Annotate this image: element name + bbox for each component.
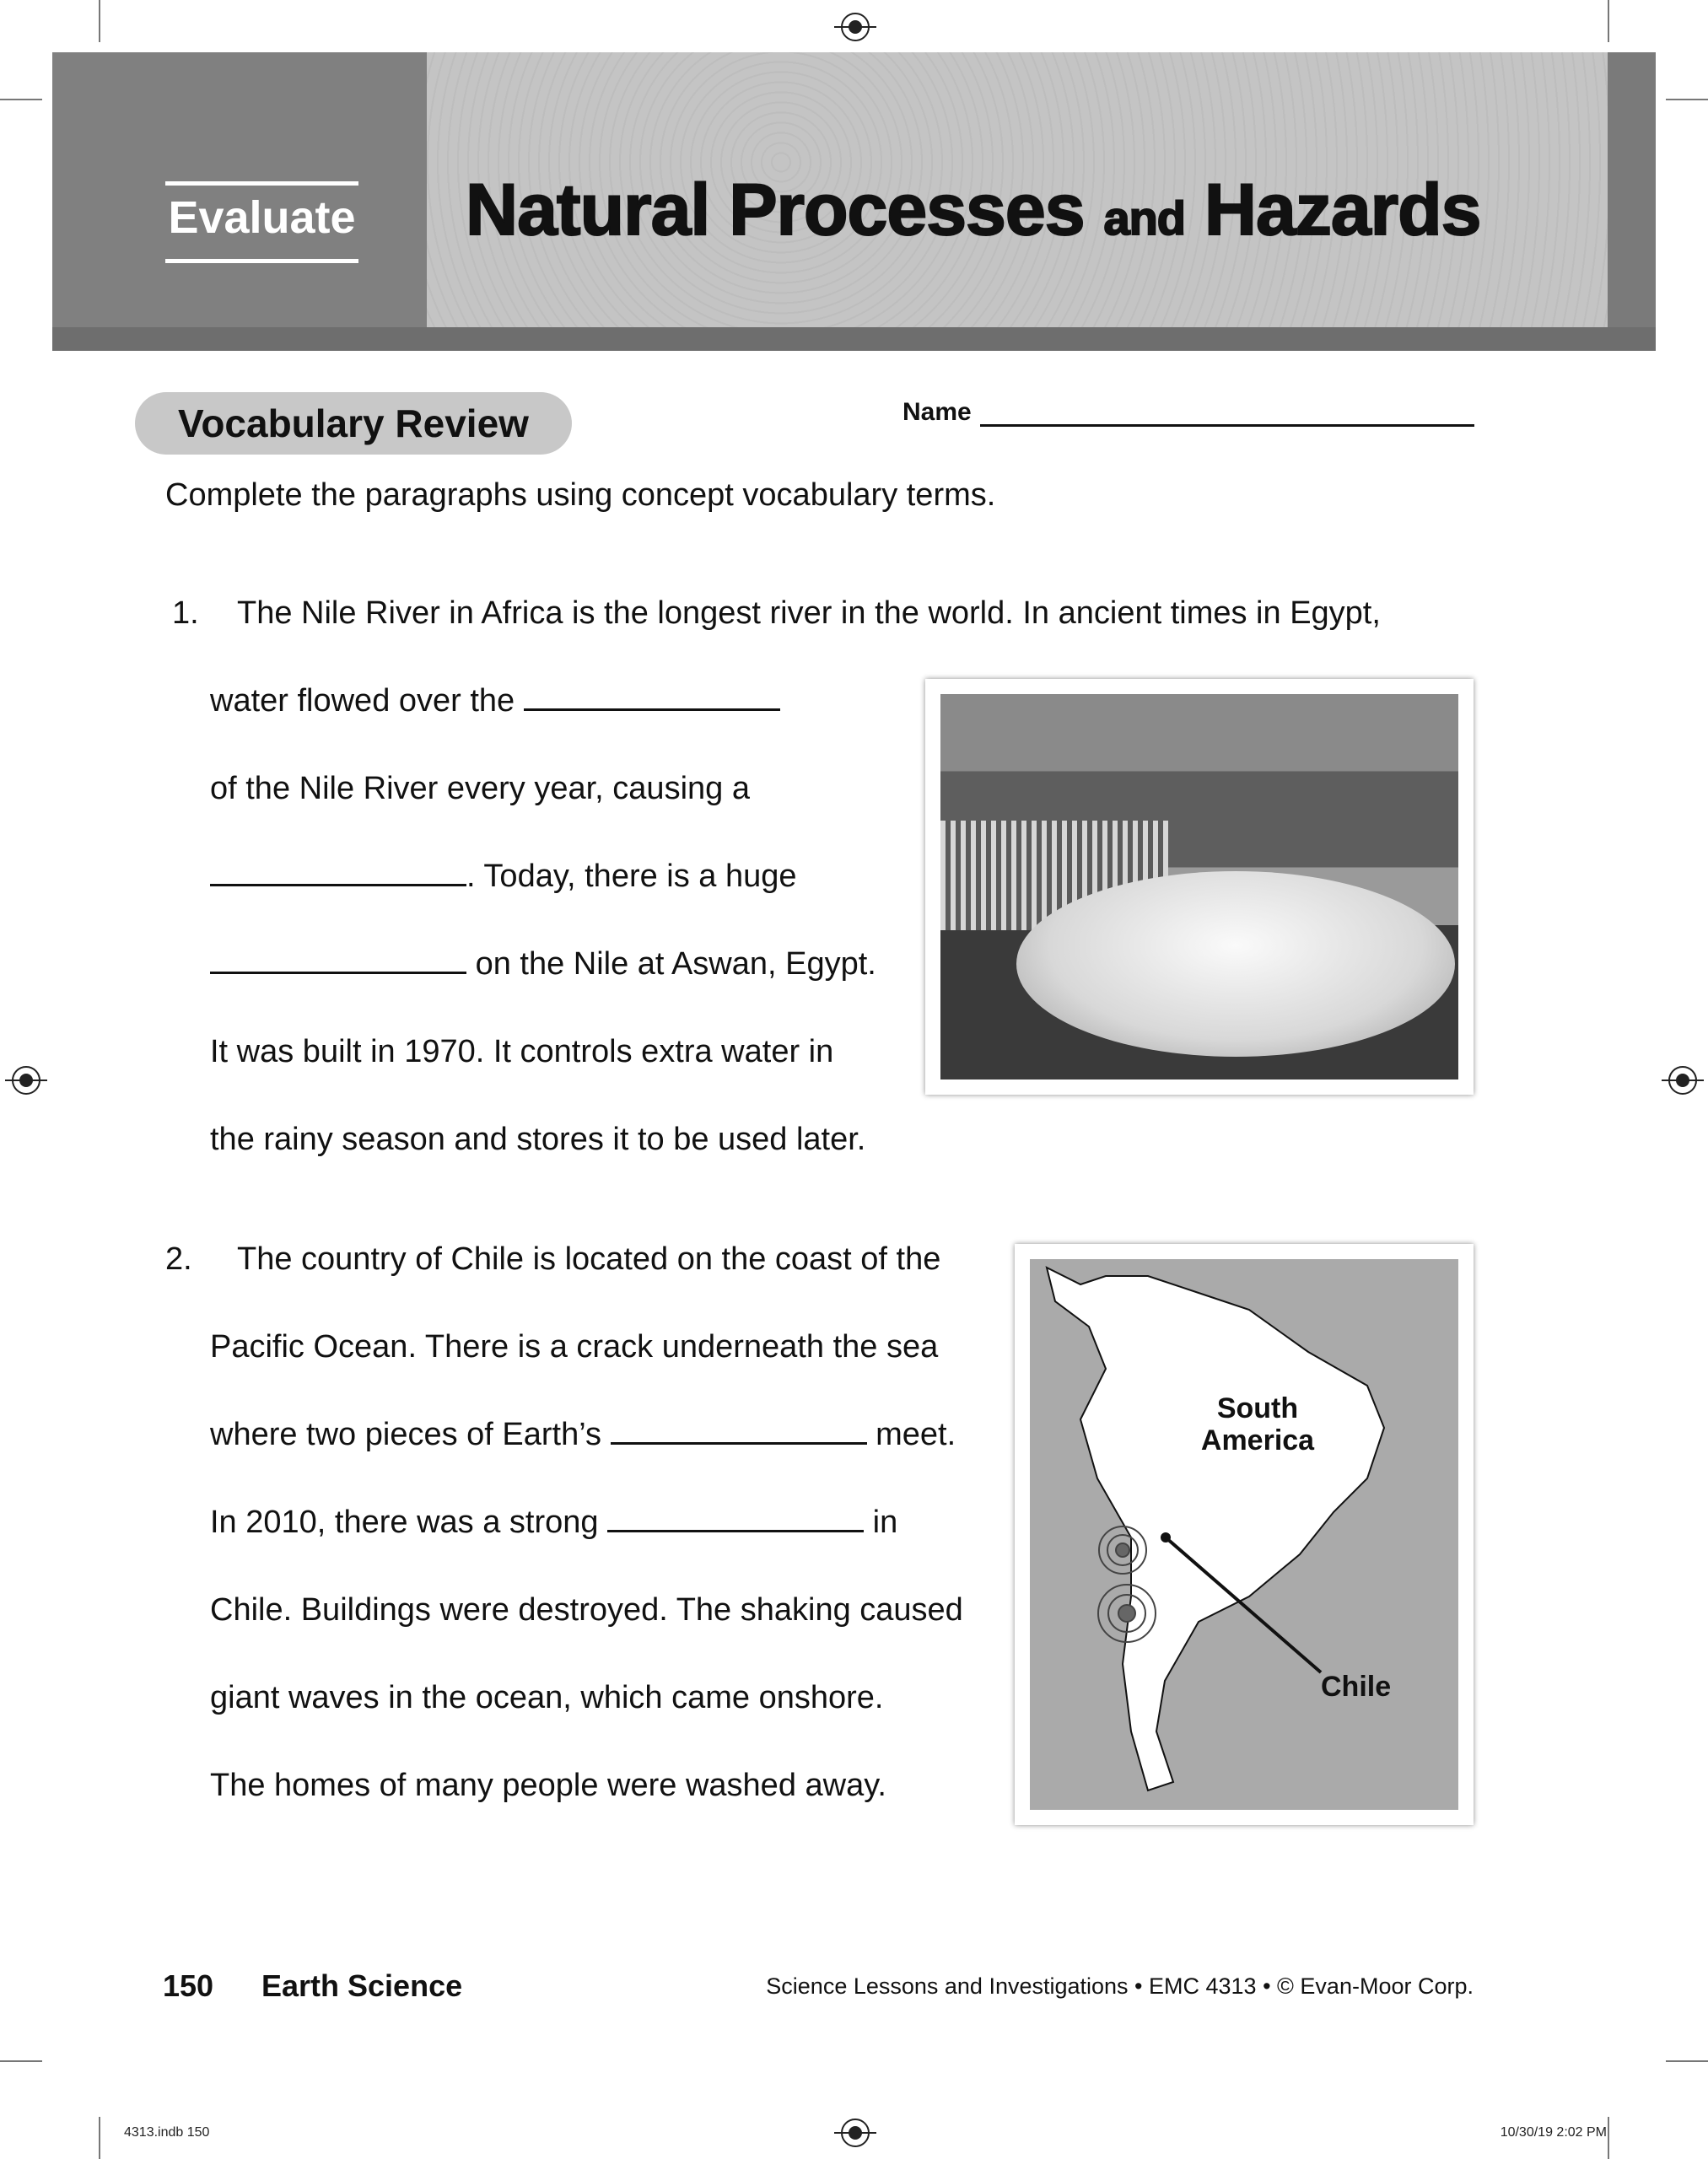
- item1-line: of the Nile River every year, causing a: [210, 771, 750, 806]
- slug-file: 4313.indb 150: [124, 2125, 210, 2140]
- item2-line: In 2010, there was a strong in: [210, 1505, 898, 1540]
- registration-mark-icon: [12, 1066, 40, 1095]
- vocabulary-review-heading: Vocabulary Review: [135, 392, 572, 455]
- crop-mark: [1608, 2117, 1609, 2159]
- item1-line: on the Nile at Aswan, Egypt.: [210, 946, 876, 983]
- crop-mark: [99, 0, 100, 42]
- name-field[interactable]: [980, 424, 1474, 427]
- item1-line: It was built in 1970. It controls extra water in: [210, 1034, 834, 1069]
- page-number: 150: [163, 1968, 214, 2003]
- registration-mark-icon: [841, 13, 870, 41]
- crop-mark: [0, 2060, 42, 2062]
- item1-line: water flowed over the: [210, 683, 780, 719]
- title-part2: Hazards: [1204, 170, 1481, 250]
- registration-mark-icon: [841, 2119, 870, 2147]
- crop-mark: [99, 2117, 100, 2159]
- header-bottom-bar: [52, 327, 1656, 351]
- title-part1: Natural Processes: [466, 170, 1085, 250]
- crop-mark: [1666, 2060, 1708, 2062]
- item2-number: 2.: [165, 1241, 192, 1277]
- continent-shape: [1030, 1259, 1458, 1810]
- credit-line: Science Lessons and Investigations • EMC 4313 • © Evan-Moor Corp.: [766, 1973, 1474, 1999]
- slug-date: 10/30/19 2:02 PM: [1500, 2125, 1607, 2140]
- title-and: and: [1103, 191, 1185, 245]
- item1-line: the rainy season and stores it to be used later.: [210, 1122, 866, 1157]
- item2-line: Chile. Buildings were destroyed. The shaking caused: [210, 1592, 963, 1628]
- item1-line: The Nile River in Africa is the longest river in the world. In ancient times in Egypt,: [237, 595, 1381, 631]
- item2-line: The country of Chile is located on the coast of the: [237, 1241, 941, 1277]
- answer-blank[interactable]: [524, 683, 780, 711]
- crop-mark: [1608, 0, 1609, 42]
- item2-line: The homes of many people were washed away.: [210, 1768, 886, 1803]
- instructions: Complete the paragraphs using concept vocabulary terms.: [165, 477, 996, 513]
- continent-label: South America: [1200, 1392, 1315, 1456]
- subject-label: Earth Science: [261, 1968, 463, 2003]
- south-america-map: [1015, 1244, 1474, 1825]
- answer-blank[interactable]: [607, 1505, 864, 1532]
- page-title: [466, 169, 1481, 252]
- name-label: Name: [902, 398, 972, 426]
- crop-mark: [1666, 99, 1708, 100]
- item1-line: . Today, there is a huge: [210, 859, 797, 895]
- item2-line: where two pieces of Earth’s meet.: [210, 1417, 956, 1452]
- country-label: Chile: [1321, 1671, 1392, 1703]
- registration-mark-icon: [1668, 1066, 1697, 1095]
- answer-blank[interactable]: [210, 946, 466, 974]
- header-right-edge: [1608, 52, 1656, 331]
- item2-line: giant waves in the ocean, which came onshore.: [210, 1680, 884, 1715]
- answer-blank[interactable]: [210, 859, 466, 886]
- answer-blank[interactable]: [611, 1417, 867, 1445]
- item2-line: Pacific Ocean. There is a crack underneath the sea: [210, 1329, 939, 1365]
- item1-number: 1.: [172, 595, 199, 631]
- aswan-dam-photo: [925, 679, 1474, 1095]
- crop-mark: [0, 99, 42, 100]
- section-label: Evaluate: [165, 181, 358, 263]
